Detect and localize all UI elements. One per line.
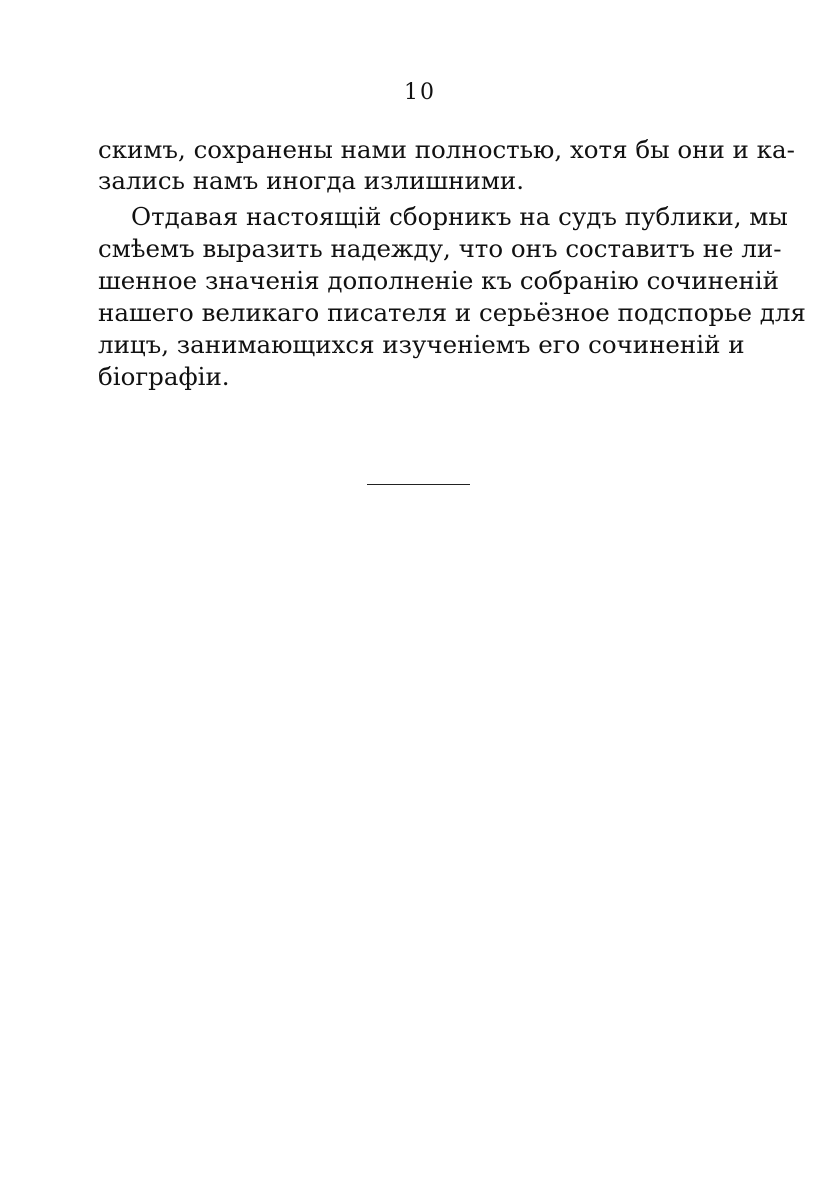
page-number: 10 (404, 80, 436, 105)
text-line-3: Отдавая настоящій сборникъ на судъ публики, мы (131, 202, 788, 231)
text-line-1: скимъ, сохранены нами полностью, хотя бы они и ка- (98, 135, 795, 164)
text-line-5: шенное значенія дополненіе къ собранію сочиненій (98, 266, 779, 295)
text-line-4: смѣемъ выразить надежду, что онъ составитъ не ли- (98, 234, 782, 263)
section-divider-rule (367, 484, 470, 485)
text-line-8: біографіи. (98, 362, 230, 391)
text-line-6: нашего великаго писателя и серьёзное подспорье для (98, 298, 806, 327)
text-line-7: лицъ, занимающихся изученіемъ его сочиненій и (98, 330, 745, 359)
text-line-2: зались намъ иногда излишними. (98, 166, 524, 195)
